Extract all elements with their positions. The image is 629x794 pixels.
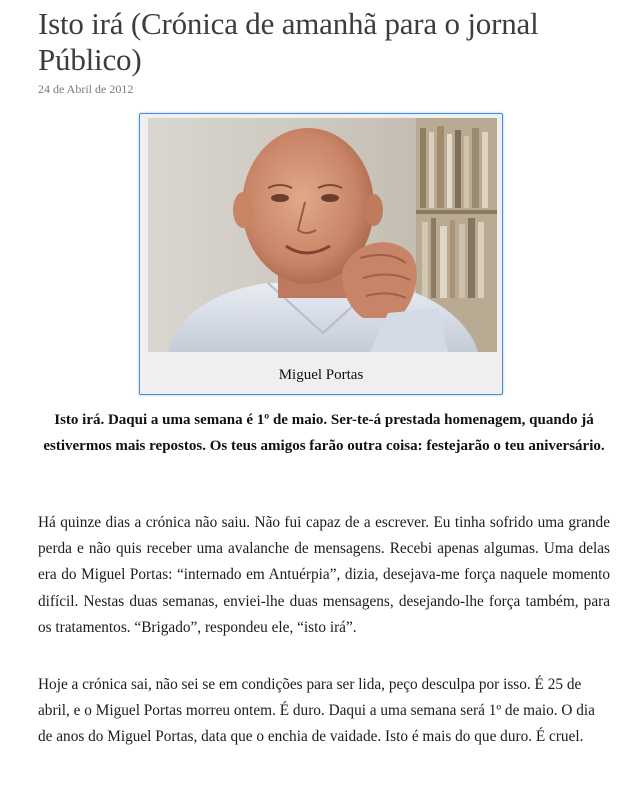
image-figure: [139, 113, 503, 395]
image-caption: Miguel Portas: [278, 367, 364, 383]
body-paragraph-1: Há quinze dias a crónica não saiu. Não fui capaz de a escrever. Eu tinha sofrido uma grande perda e não quis receber uma avalanche de mensagens. Recebi apenas algumas. Uma delas era do Miguel Portas: “internado em Antuérpia”, dizia, desejava-me força naquele momento difícil. Nestas duas semanas, enviei-lhe duas mensagens, desejando-lhe força também, para os tratamentos. “Brigado”, respondeu ele, “isto irá”.: [38, 514, 610, 636]
body-paragraph-2: Hoje a crónica sai, não sei se em condições para ser lida, peço desculpa por isso. É 25 de abril, e o Miguel Portas morreu ontem. É duro. Daqui a uma semana será 1º de maio. O dia de anos do Miguel Portas, data que o enchia de vaidade. Isto é mais do que duro. É cruel.: [38, 676, 595, 746]
post-date: 24 de Abril de 2012: [38, 82, 134, 96]
portrait-photo[interactable]: [148, 118, 497, 352]
lead-paragraph: Isto irá. Daqui a uma semana é 1º de maio. Ser-te-á prestada homenagem, quando já estivermos mais repostos. Os teus amigos farão outra coisa: festejarão o teu aniversário.: [43, 412, 605, 454]
post-title[interactable]: Isto irá (Crónica de amanhã para o jornal Público): [38, 6, 539, 77]
article: [38, 0, 610, 746]
